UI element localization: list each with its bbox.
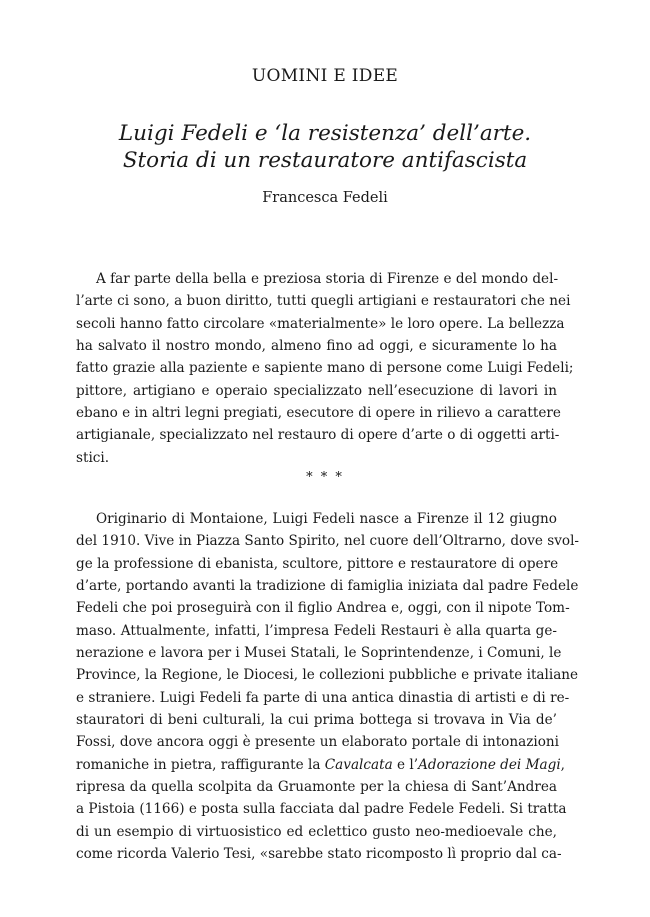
text-line: ripresa da quella scolpita da Gruamonte per la chiesa di Sant’Andrea — [76, 779, 557, 796]
text-line: ge la professione di ebanista, scultore, pittore e restauratore di opere — [76, 555, 559, 572]
article-title — [80, 120, 570, 174]
text-line: Originario di Montaione, Luigi Fedeli nasce a Firenze il 12 giugno — [96, 511, 557, 527]
text-segment: , — [560, 756, 565, 773]
article-title-line-1: Luigi Fedeli e ‘la resistenza’ dell’arte. — [118, 121, 532, 146]
text-line: e straniere. Luigi Fedeli fa parte di una antica dinastia di artisti e di re- — [76, 689, 570, 706]
text-line: l’arte ci sono, a buon diritto, tutti quegli artigiani e restauratori che nei — [76, 293, 571, 310]
artwork-title: Cavalcata — [324, 756, 393, 773]
text-line: pittore, artigiano e operaio specializzato nell’esecuzione di lavori in — [76, 382, 557, 399]
text-line: come ricorda Valerio Tesi, «sarebbe stato ricomposto lì proprio dal ca- — [76, 846, 562, 863]
text-segment: e l’ — [392, 756, 419, 773]
paragraph-1 — [76, 268, 574, 469]
text-line: stauratori di beni culturali, la cui prima bottega si trovava in Via de’ — [76, 712, 557, 729]
section-title: UOMINI E IDEE — [251, 66, 399, 86]
text-line: nerazione e lavora per i Musei Statali, le Soprintendenze, i Comuni, le — [76, 645, 562, 662]
text-line: stici. — [76, 449, 110, 466]
text-line: ebano e in altri legni pregiati, esecutore di opere in rilievo a carattere — [76, 405, 561, 422]
text-line: secoli hanno fatto circolare «materialmente» le loro opere. La bellezza — [76, 315, 565, 332]
text-segment: romaniche in pietra, raffigurante la — [76, 756, 325, 773]
text-line: di un esempio di virtuosistico ed eclettico gusto neo-medioevale che, — [76, 823, 557, 840]
artwork-title: Adorazione dei Magi — [418, 756, 561, 773]
text-line: d’arte, portando avanti la tradizione di famiglia iniziata dal padre Fedele — [76, 578, 579, 595]
paragraph-2 — [76, 508, 580, 866]
text-line: Fossi, dove ancora oggi è presente un elaborato portale di intonazioni — [76, 734, 560, 751]
text-line: Fedeli che poi proseguirà con il figlio Andrea e, oggi, con il nipote Tom- — [76, 600, 570, 617]
text-line: fatto grazie alla paziente e sapiente mano di persone come Luigi Fedeli; — [76, 360, 574, 377]
text-line: artigianale, specializzato nel restauro di opere d’arte o di oggetti arti- — [76, 427, 560, 444]
text-line: maso. Attualmente, infatti, l’impresa Fedeli Restauri è alla quarta ge- — [76, 622, 557, 639]
text-line: Province, la Regione, le Diocesi, le collezioni pubbliche e private italiane — [76, 667, 579, 684]
author-name: Francesca Fedeli — [262, 190, 388, 206]
article-title-line-2: Storia di un restauratore antifascista — [122, 148, 528, 173]
text-line: del 1910. Vive in Piazza Santo Spirito, nel cuore dell’Oltrarno, dove svol- — [76, 533, 580, 550]
text-line: a Pistoia (1166) e posta sulla facciata dal padre Fedele Fedeli. Si tratta — [76, 801, 567, 818]
text-line-with-italics — [76, 754, 565, 776]
text-line: A far parte della bella e preziosa storia di Firenze e del mondo del- — [96, 271, 559, 287]
section-separator: * * * — [306, 470, 344, 485]
text-line: ha salvato il nostro mondo, almeno fino ad oggi, e sicuramente lo ha — [76, 338, 557, 355]
